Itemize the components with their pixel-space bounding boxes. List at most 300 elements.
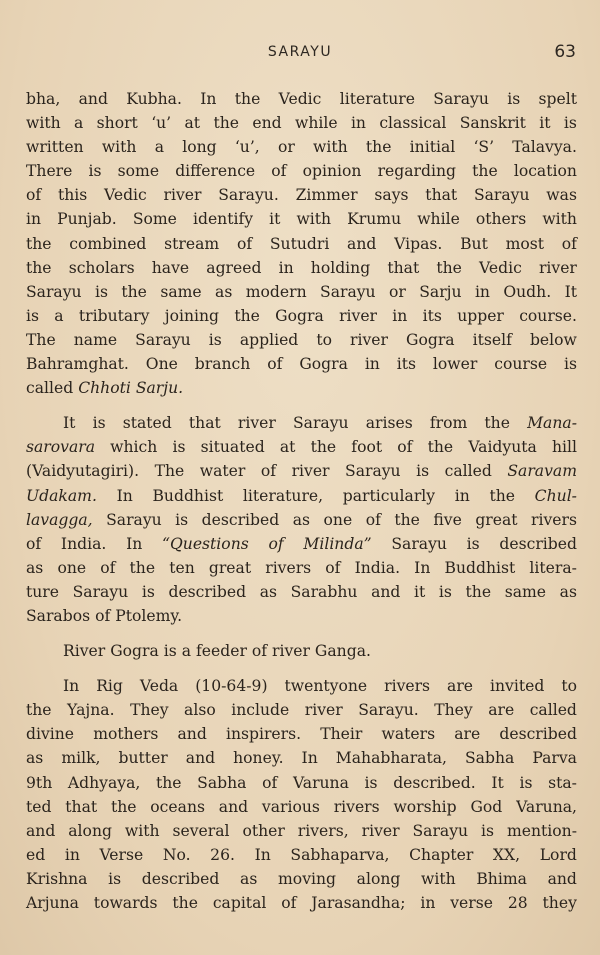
- text-line: [26, 459, 577, 483]
- word: Vedic: [278, 90, 322, 108]
- word: a: [74, 114, 84, 133]
- text-line: [26, 232, 577, 256]
- text-line: [26, 352, 577, 376]
- word: or: [389, 282, 406, 301]
- word: upper: [457, 306, 504, 325]
- word: Chul-: [534, 486, 577, 505]
- body-text: [26, 87, 577, 915]
- text-line: [26, 256, 577, 280]
- word: ‘u’,: [234, 138, 260, 157]
- word: 28: [507, 894, 528, 912]
- word: bha,: [26, 90, 61, 108]
- text-line: [26, 280, 577, 304]
- page-header: [0, 44, 600, 66]
- word: It: [491, 773, 504, 792]
- word: that: [425, 186, 458, 205]
- word: worship: [393, 797, 457, 816]
- word: is: [141, 582, 155, 601]
- word: stated: [122, 414, 172, 433]
- word: as: [240, 869, 258, 888]
- word: Kubha.: [126, 90, 182, 108]
- word: Vipas.: [394, 234, 443, 253]
- word: Sarayu.: [358, 701, 419, 720]
- word: in: [474, 282, 490, 301]
- word: regarding: [377, 162, 456, 181]
- word: Sarayu.: [218, 186, 279, 205]
- word: They: [434, 701, 473, 720]
- word: is: [88, 162, 102, 181]
- word: its: [422, 306, 442, 325]
- word: is: [364, 773, 378, 792]
- word: litera-: [529, 558, 577, 577]
- word: applied: [239, 330, 299, 349]
- word: Vedic: [479, 258, 522, 277]
- word: Parva: [532, 749, 577, 768]
- word: the: [110, 797, 137, 816]
- word: as: [26, 749, 44, 768]
- text-line: [26, 556, 577, 580]
- word: of: [271, 162, 287, 181]
- word: of: [561, 234, 577, 253]
- word: most: [505, 234, 545, 253]
- word: In: [200, 90, 217, 108]
- text-line: [26, 304, 577, 328]
- word: in: [64, 845, 80, 864]
- word: several: [172, 821, 230, 840]
- word: written: [26, 138, 84, 157]
- word: is: [108, 869, 122, 888]
- word: lower: [432, 355, 478, 374]
- word: God: [470, 797, 503, 816]
- word: “Questions: [162, 534, 249, 553]
- word: Verse: [99, 845, 144, 864]
- word: of: [236, 234, 253, 253]
- word: foot: [351, 438, 383, 457]
- paragraph-gap: [26, 663, 577, 674]
- word: It: [63, 414, 76, 433]
- word: one: [323, 510, 353, 529]
- word: described: [499, 725, 577, 744]
- word: Krishna: [26, 869, 88, 888]
- word: and: [371, 582, 401, 601]
- word: butter: [118, 749, 168, 768]
- word: river: [339, 306, 377, 325]
- word: Their: [320, 725, 363, 744]
- text-line: [26, 328, 577, 352]
- word: the: [472, 162, 498, 181]
- word: Sabha: [464, 749, 515, 768]
- word: tributary: [78, 306, 150, 325]
- text-line: [26, 604, 577, 628]
- word: and: [185, 749, 216, 768]
- word: mention-: [506, 821, 577, 840]
- word: rivers: [384, 677, 431, 696]
- word: river: [272, 642, 310, 661]
- word: the: [484, 414, 510, 433]
- word: as: [292, 510, 311, 529]
- word: itself: [472, 330, 512, 349]
- word: classical: [379, 114, 447, 133]
- word: Sarayu: [135, 330, 191, 349]
- word: particularly: [342, 486, 436, 505]
- word: India.: [354, 558, 401, 577]
- text-line: [26, 639, 577, 663]
- word: river: [304, 701, 343, 720]
- word: rivers: [265, 558, 312, 577]
- word: of: [281, 894, 297, 912]
- word: In: [63, 677, 80, 696]
- word: great: [475, 510, 518, 529]
- word: course.: [519, 306, 577, 325]
- word: to: [316, 330, 332, 349]
- word: the: [489, 486, 515, 505]
- word: in: [392, 306, 408, 325]
- text-line: [26, 484, 577, 508]
- word: in: [350, 114, 366, 133]
- word: Sarayu: [391, 534, 447, 553]
- word: others: [475, 210, 527, 229]
- word: In: [301, 749, 318, 768]
- word: (10-64-9): [195, 677, 268, 696]
- word: as: [559, 582, 577, 601]
- word: from: [429, 414, 468, 433]
- word: the: [129, 558, 156, 577]
- word: the: [465, 582, 492, 601]
- word: the: [26, 258, 52, 277]
- word: the: [365, 138, 392, 157]
- word: In: [414, 558, 431, 577]
- word: Mana-: [527, 414, 577, 433]
- word: One: [145, 355, 178, 374]
- word: the: [427, 438, 454, 457]
- word: Sarayu: [293, 414, 349, 433]
- word: same: [160, 282, 202, 301]
- word: the: [172, 894, 198, 912]
- word: was: [546, 186, 577, 205]
- word: But: [460, 234, 488, 253]
- word: is: [466, 534, 480, 553]
- word: with: [124, 821, 160, 840]
- word: that: [188, 414, 221, 433]
- word: in: [364, 355, 380, 374]
- word: great: [208, 558, 252, 577]
- word: Vaidyuta: [468, 438, 537, 457]
- word: other: [242, 821, 285, 840]
- word: It: [564, 282, 577, 301]
- word: Saravam: [507, 462, 577, 481]
- word: of: [260, 462, 277, 481]
- word: five: [433, 510, 462, 529]
- text-line: [26, 207, 577, 231]
- word: verse: [450, 894, 493, 912]
- text-line: [26, 771, 577, 795]
- paragraph-gap: [26, 400, 577, 411]
- text-line: [26, 891, 577, 915]
- word: River: [63, 642, 106, 661]
- text-line: [26, 435, 577, 459]
- word: with: [542, 210, 577, 229]
- word: and: [218, 797, 249, 816]
- word: Arjuna: [26, 894, 79, 912]
- word: ‘S’: [473, 138, 495, 157]
- word: Jarasandha;: [311, 894, 406, 912]
- word: is: [564, 355, 577, 374]
- word: scholars: [68, 258, 135, 277]
- word: the: [26, 701, 52, 720]
- word: and: [78, 90, 108, 108]
- word: and: [26, 821, 56, 840]
- word: feeder: [196, 642, 247, 661]
- word: is: [208, 330, 222, 349]
- word: the: [234, 306, 260, 325]
- paragraph-gap: [26, 628, 577, 639]
- word: this: [57, 186, 88, 205]
- word: it: [539, 114, 551, 133]
- word: agreed: [206, 258, 262, 277]
- text-line: [26, 135, 577, 159]
- word: at: [184, 114, 201, 133]
- word: river: [291, 462, 330, 481]
- word: the: [155, 773, 182, 792]
- word: have: [151, 258, 190, 277]
- text-line: [26, 819, 577, 843]
- word: river: [538, 258, 577, 277]
- word: which: [110, 438, 158, 457]
- word: include: [231, 701, 290, 720]
- word: is: [175, 510, 189, 529]
- word: Sabha: [197, 773, 247, 792]
- text-line: [26, 87, 577, 111]
- word: that: [387, 258, 420, 277]
- word: is: [94, 282, 108, 301]
- text-line: [26, 746, 577, 770]
- word: Bahramghat.: [26, 355, 129, 374]
- word: Oudh.: [503, 282, 552, 301]
- word: situated: [200, 438, 265, 457]
- word: or: [277, 138, 295, 157]
- paragraph: [26, 411, 577, 628]
- word: Sarayu: [320, 282, 376, 301]
- word: while: [294, 114, 338, 133]
- word: Some: [132, 210, 177, 229]
- word: mothers: [93, 725, 159, 744]
- word: a: [54, 306, 64, 325]
- word: sta-: [548, 773, 577, 792]
- word: in: [454, 486, 470, 505]
- text-line: [26, 532, 577, 556]
- word: called: [26, 379, 74, 398]
- word: are: [488, 701, 515, 720]
- word: they: [542, 894, 577, 912]
- word: identify: [192, 210, 254, 229]
- word: short: [96, 114, 138, 133]
- word: Rig: [96, 677, 123, 696]
- word: towards: [93, 894, 158, 912]
- text-line: [26, 722, 577, 746]
- word: is: [163, 642, 177, 661]
- paragraph: [26, 674, 577, 915]
- word: Varuna: [292, 773, 349, 792]
- word: (Vaidyutagiri).: [26, 462, 140, 481]
- word: at: [279, 438, 296, 457]
- word: The: [154, 462, 185, 481]
- paragraph: [26, 639, 577, 663]
- word: rivers,: [297, 821, 349, 840]
- text-line: [26, 843, 577, 867]
- word: river: [361, 821, 400, 840]
- word: Sarju: [419, 282, 462, 301]
- word: with: [313, 138, 348, 157]
- word: combined: [69, 234, 147, 253]
- word: difference: [175, 162, 256, 181]
- word: inspirers.: [225, 725, 302, 744]
- text-line: [26, 111, 577, 135]
- word: and: [177, 725, 207, 744]
- word: Lord: [539, 845, 577, 864]
- word: below: [529, 330, 577, 349]
- word: Gogra: [299, 355, 348, 374]
- word: is: [92, 414, 106, 433]
- word: says: [374, 186, 409, 205]
- word: in: [26, 210, 42, 229]
- running-head: SARAYU: [267, 44, 333, 60]
- word: is: [507, 90, 521, 108]
- paragraph: [26, 87, 577, 400]
- word: joining: [164, 306, 220, 325]
- word: Sarayu: [345, 462, 401, 481]
- word: that: [65, 797, 98, 816]
- word: Sarayu: [473, 186, 530, 205]
- word: is: [519, 773, 533, 792]
- word: it: [414, 582, 426, 601]
- word: of: [251, 642, 268, 661]
- word: Chapter: [409, 845, 474, 864]
- word: river: [350, 330, 388, 349]
- word: divine: [26, 725, 75, 744]
- word: Mahabharata,: [335, 749, 447, 768]
- word: Veda: [139, 677, 179, 696]
- word: as: [26, 558, 44, 577]
- word: of: [95, 606, 111, 625]
- word: rivers: [333, 797, 380, 816]
- word: river: [237, 414, 276, 433]
- word: Sarayu: [26, 282, 82, 301]
- word: 9th: [26, 773, 53, 792]
- word: of: [365, 510, 381, 529]
- text-line: [26, 867, 577, 891]
- word: No.: [162, 845, 191, 864]
- word: Punjab.: [57, 210, 117, 229]
- word: with: [101, 138, 137, 157]
- text-line: [26, 411, 577, 435]
- word: The: [26, 330, 56, 349]
- word: water: [199, 462, 246, 481]
- word: moving: [278, 869, 337, 888]
- word: holding: [310, 258, 371, 277]
- word: waters: [381, 725, 436, 744]
- word: with: [421, 869, 456, 888]
- word: it: [269, 210, 281, 229]
- word: hill: [551, 438, 577, 457]
- word: of: [262, 773, 278, 792]
- word: location: [513, 162, 577, 181]
- word: Ganga.: [314, 642, 371, 661]
- text-line: [26, 508, 577, 532]
- word: of: [268, 534, 284, 553]
- word: described: [141, 869, 220, 888]
- word: of: [397, 438, 413, 457]
- word: same: [504, 582, 547, 601]
- word: along: [68, 821, 112, 840]
- word: Gogra: [275, 306, 324, 325]
- word: branch: [194, 355, 251, 374]
- text-line: [26, 183, 577, 207]
- text-line: [26, 795, 577, 819]
- word: Udakam.: [26, 486, 97, 505]
- word: the: [26, 234, 52, 253]
- word: opinion: [302, 162, 362, 181]
- word: is: [481, 821, 495, 840]
- word: is: [563, 114, 577, 133]
- word: Sutudri: [269, 234, 330, 253]
- word: Sabhaparva,: [290, 845, 390, 864]
- word: its: [396, 355, 417, 374]
- word: various: [261, 797, 320, 816]
- word: honey.: [233, 749, 284, 768]
- text-line: [26, 580, 577, 604]
- word: Gogra: [110, 642, 159, 661]
- word: initial: [409, 138, 456, 157]
- word: the: [310, 438, 337, 457]
- word: are: [454, 725, 481, 744]
- word: 26.: [210, 845, 235, 864]
- word: oceans: [150, 797, 205, 816]
- word: course: [494, 355, 548, 374]
- word: ten: [169, 558, 195, 577]
- word: milk,: [61, 749, 101, 768]
- word: sarovara: [26, 438, 95, 457]
- word: is: [172, 438, 186, 457]
- word: the: [394, 510, 420, 529]
- word: Bhima: [476, 869, 527, 888]
- word: XX,: [492, 845, 521, 864]
- word: long: [182, 138, 217, 157]
- page-number: 63: [554, 42, 576, 62]
- text-line: [26, 674, 577, 698]
- word: and: [547, 869, 577, 888]
- word: They: [130, 701, 169, 720]
- word: Krumu: [347, 210, 402, 229]
- word: the: [234, 90, 261, 108]
- word: ted: [26, 797, 52, 816]
- word: called: [529, 701, 577, 720]
- word: river: [163, 186, 202, 205]
- word: literature,: [242, 486, 324, 505]
- word: a: [154, 138, 164, 157]
- text-line: [26, 698, 577, 722]
- word: in: [278, 258, 294, 277]
- word: is: [26, 306, 39, 325]
- word: ture: [26, 582, 59, 601]
- word: Sarju.: [135, 379, 184, 398]
- word: the: [121, 282, 147, 301]
- word: Sarayu: [412, 821, 469, 840]
- word: and: [347, 234, 377, 253]
- word: There: [26, 162, 73, 181]
- word: stream: [164, 234, 220, 253]
- word: while: [417, 210, 460, 229]
- word: In: [254, 845, 271, 864]
